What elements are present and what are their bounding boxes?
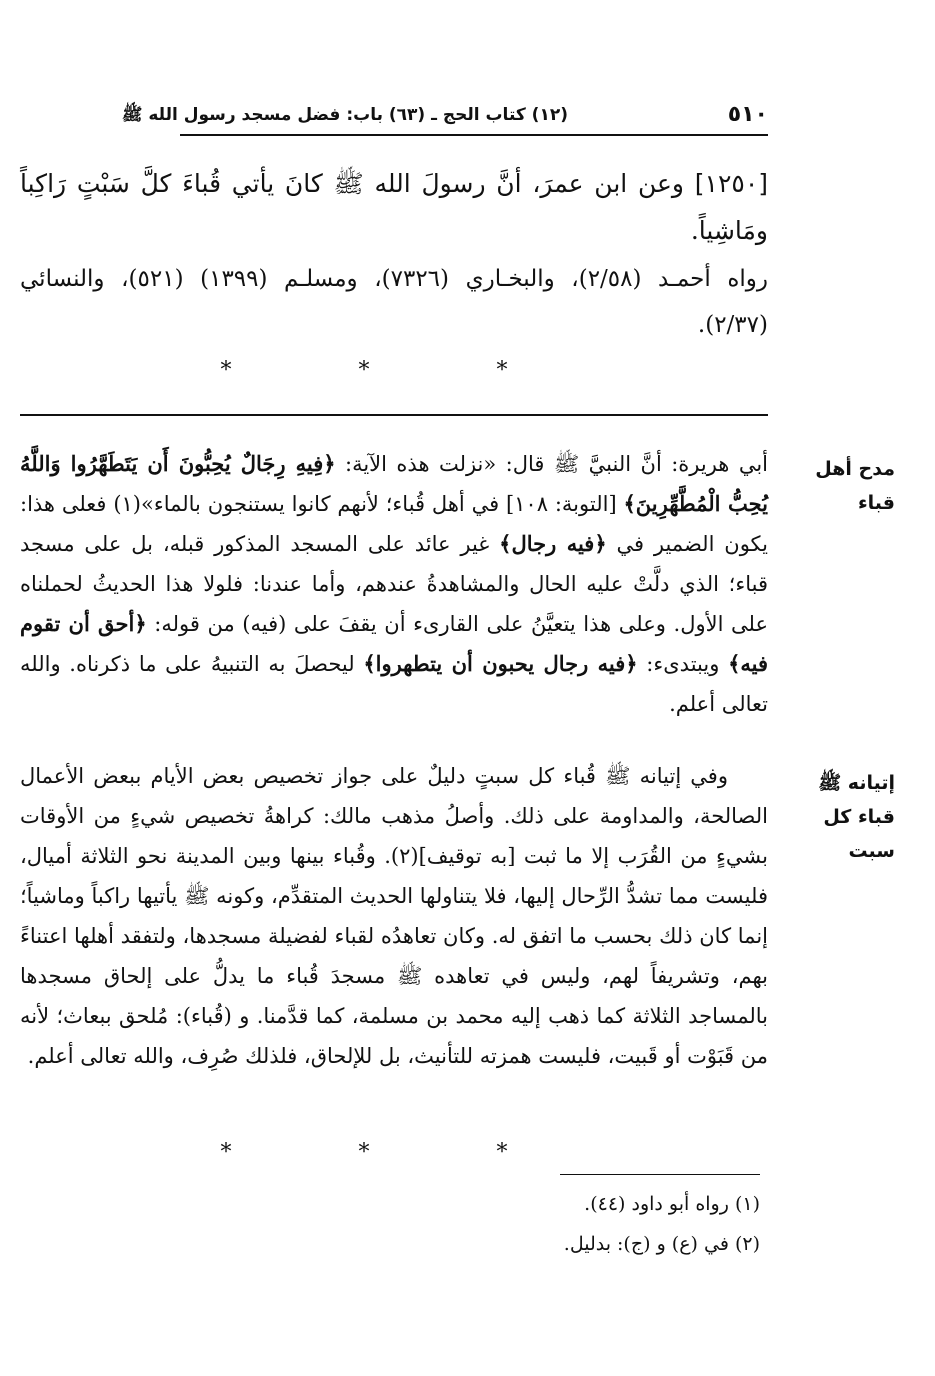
commentary-text: غير عائد على المسجد المذكور قبله، بل على مسجد قباء؛ الذي دلَّتْ عليه الحال والمشاهدةُ عندهم، وأما عندنا: فلولا هذا الحديثُ لحملناه على الأول. وعلى هذا يتعيَّنُ على القارىء أن يقفَ على (فيه) من قوله: [20, 532, 768, 636]
hadith-number: [١٢٥٠] [694, 169, 769, 198]
footnote-divider [560, 1174, 760, 1175]
hadith-text [20, 160, 768, 254]
footnotes [20, 1184, 760, 1264]
running-title: (١٢) كتاب الحج ـ (٦٣) باب: فضل مسجد رسول الله ﷺ [121, 105, 568, 125]
commentary-text: ليحصلَ به التنبيهُ على ما ذكرناه. والله تعالى أعلم. [20, 652, 768, 716]
footnote-1: (١) رواه أبو داود (٤٤). [584, 1193, 760, 1215]
quran-verse: ﴿فِيهِ رِجَالٌ يُحِبُّونَ أَن يَتَطَهَّرُوا وَاللَّهُ يُحِبُّ الْمُطَّهِّرِينَ﴾ [20, 451, 768, 516]
closing-stars: * * * [220, 1140, 568, 1165]
section-divider [20, 414, 768, 416]
commentary-text: وفي إتيانه ﷺ قُباء كل سبتٍ دليلٌ على جواز تخصيص بعض الأيام ببعض الأعمال الصالحة، والمداومة على ذلك. وأصلُ مذهب مالك: كراهةُ تخصيص شيءٍ من الأوقات بشيءٍ من القُرَب إلا ما ثبت [به توقيف](٢). وقُباء بينها وبين المدينة نحو الثلاثة أميال، فليست مما تشدُّ الرِّحال إليها، فلا يتناولها الحديث المتقدِّم، وكونه ﷺ يأتيها راكباً وماشياً؛ إنما كان ذلك بحسب ما اتفق له. وكان تعاهدُه لقباء لفضيلة مسجدها، ولتفقد أهلها اعتناءً بهم، وتشريفاً لهم، وليس في تعاهده ﷺ مسجدَ قُباء ما يدلُّ على إلحاق مسجدها بالمساجد الثلاثة كما ذهب إليه محمد بن مسلمة، كما قدَّمنا. و (قُباء): مُلحق ببعاث؛ لأنه من قَبَوْت أو قَبيت، فليست همزته للتأنيث، بل للإلحاق، فلذلك صُرِف، والله تعالى أعلم. [20, 764, 768, 1068]
footnote-2: (٢) في (ع) و (ج): بدليل. [563, 1233, 760, 1255]
commentary-text: ويبتدىء: [637, 652, 729, 676]
quran-verse: ﴿فيه رجال يحبون أن يتطهروا﴾ [363, 651, 638, 676]
hadith-body: وعن ابن عمرَ، أنَّ رسولَ الله ﷺ كانَ يأتي قُباءَ كلَّ سَبْتٍ رَاكِباً ومَاشِياً. [20, 169, 768, 245]
quran-verse: ﴿فيه رجال﴾ [499, 531, 607, 556]
commentary-paragraph-2 [20, 756, 768, 1076]
margin-note-visiting-quba: إتيانه ﷺ قباء كل سبت [818, 772, 895, 862]
page-number: ٥١٠ [727, 102, 768, 127]
commentary-paragraph-1 [20, 444, 768, 724]
commentary-text: [التوبة: ١٠٨] في أهل قُباء؛ لأنهم كانوا يستنجون بالماء»(١) فعلى هذا: يكون الضمير في [20, 492, 768, 556]
margin-note-praise-quba: مدح أهل قباء [815, 458, 895, 514]
hadith-takhrij: رواه أحمـد (٢/٥٨)، والبخـاري (٧٣٢٦)، ومسلـم (١٣٩٩) (٥٢١)، والنسائي (٢/٣٧). [20, 266, 768, 338]
section-stars: * * * [220, 358, 568, 383]
running-header [121, 100, 768, 136]
commentary-text: أبي هريرة: أنَّ النبيَّ ﷺ قال: «نزلت هذه الآية: [335, 452, 768, 476]
quran-verse: ﴿أحق أن تقوم فيه﴾ [20, 611, 769, 676]
